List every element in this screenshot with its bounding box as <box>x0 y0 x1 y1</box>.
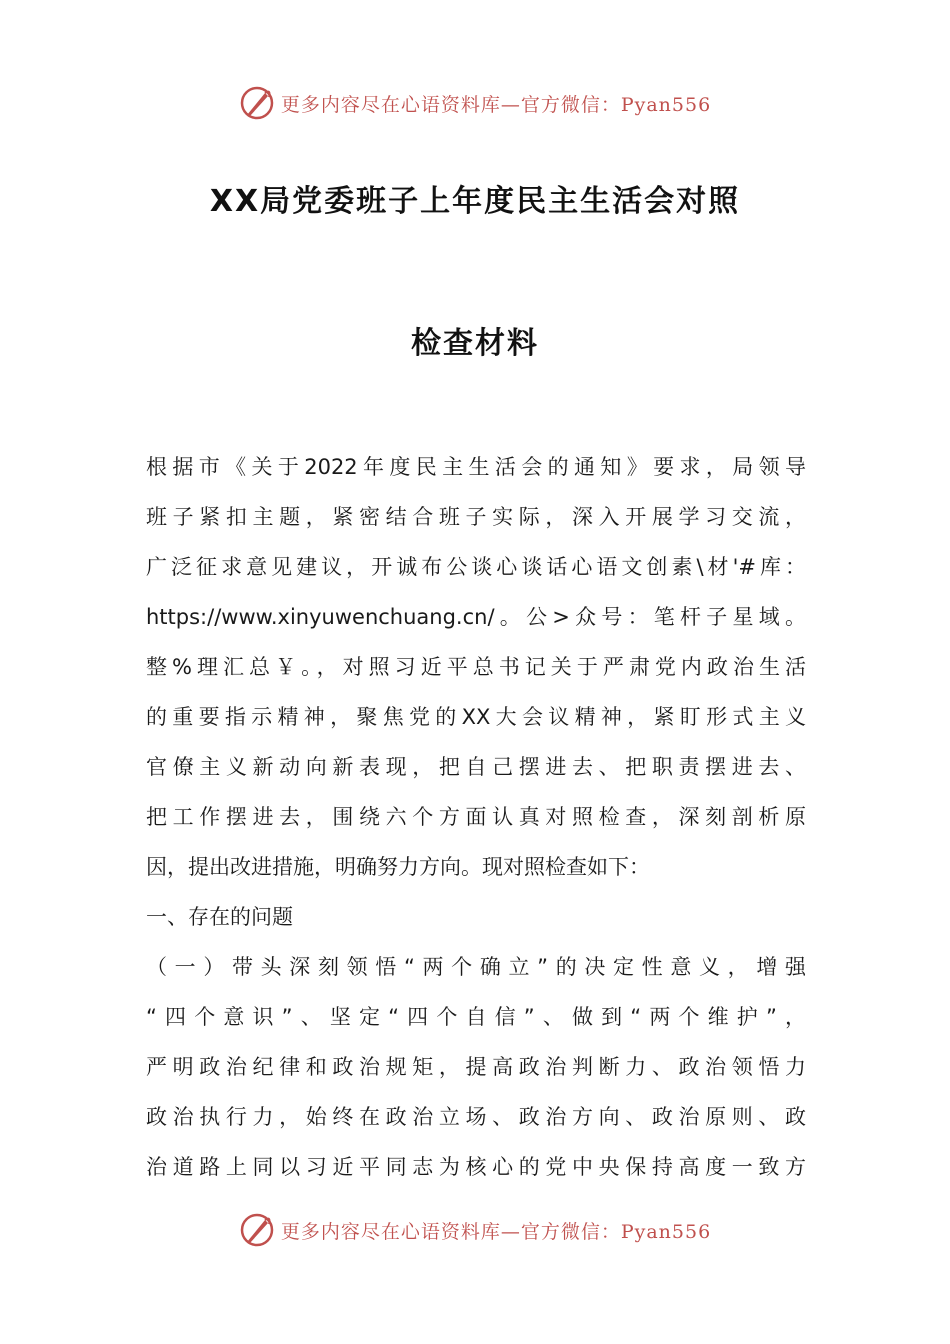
body-line: 严明政治纪律和政治规矩，提高政治判断力、政治领悟力 <box>146 1055 806 1079</box>
section-heading: 一、存在的问题 <box>146 905 293 929</box>
body-line: 官僚主义新动向新表现，把自己摆进去、把职责摆进去、 <box>146 755 806 779</box>
body-line: 整%理汇总￥。，对照习近平总书记关于严肃党内政治生活 <box>146 655 806 679</box>
body-line: 政治执行力，始终在政治立场、政治方向、政治原则、政 <box>146 1105 806 1129</box>
body-line: “四个意识”、坚定“四个自信”、做到“两个维护”， <box>146 1005 806 1029</box>
document-title-line-2: 检查材料 <box>411 326 539 361</box>
quill-pen-icon <box>239 85 275 121</box>
body-line: （一）带头深刻领悟“两个确立”的决定性意义，增强 <box>146 955 806 979</box>
body-line: 根据市《关于2022年度民主生活会的通知》要求，局领导 <box>146 455 806 479</box>
footer-watermark <box>0 1210 950 1250</box>
body-line: 把工作摆进去，围绕六个方面认真对照检查，深刻剖析原 <box>146 805 806 829</box>
body-line: 因，提出改进措施，明确努力方向。现对照检查如下： <box>146 855 650 879</box>
body-line: 治道路上同以习近平同志为核心的党中央保持高度一致方 <box>146 1155 806 1179</box>
header-watermark <box>0 83 950 123</box>
body-line: 班子紧扣主题，紧密结合班子实际，深入开展学习交流， <box>146 505 806 529</box>
body-line: 的重要指示精神，聚焦党的XX大会议精神，紧盯形式主义 <box>146 705 806 729</box>
body-line: https://www.xinyuwenchuang.cn/。公>众号：笔杆子星域。 <box>146 605 806 629</box>
body-line: 广泛征求意见建议，开诚布公谈心谈话心语文创素\材'#库： <box>146 555 806 579</box>
document-title-line-1: XX局党委班子上年度民主生活会对照 <box>209 184 741 219</box>
watermark-text: 更多内容尽在心语资料库—官方微信：Pyan556 <box>280 93 712 116</box>
watermark-text: 更多内容尽在心语资料库—官方微信：Pyan556 <box>280 1220 712 1243</box>
quill-pen-icon <box>239 1212 275 1248</box>
